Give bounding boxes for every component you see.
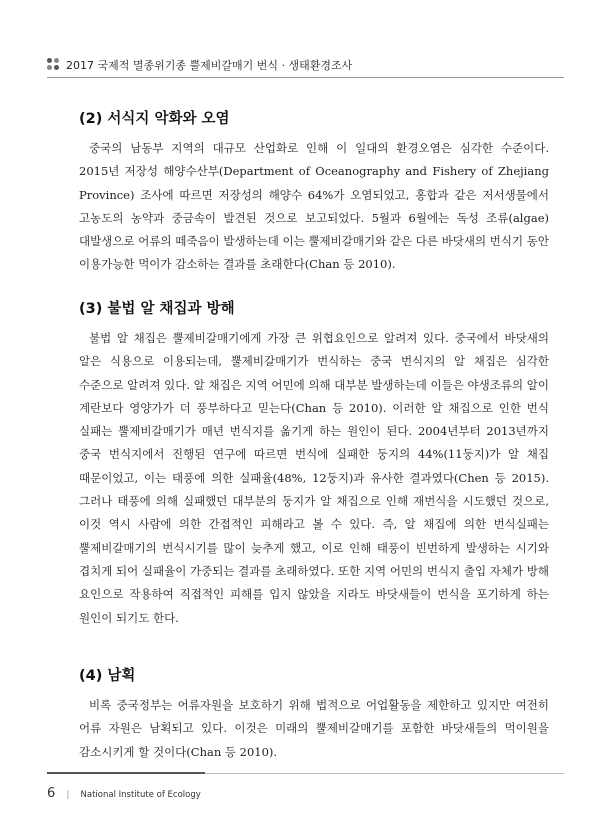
footer-institute: National Institute of Ecology (80, 790, 201, 800)
header-title: 2017 국제적 멸종위기종 뿔제비갈매기 번식 · 생태환경조사 (66, 59, 353, 72)
footer-divider (205, 773, 564, 774)
section-paragraph: 중국의 남동부 지역의 대규모 산업화로 인해 이 일대의 환경오염은 심각한 수준이다. 2015년 저장성 해양수산부(Department of Oceanography and Fishery of Zhejiang Province) 조사에 따르면 저장성의 해양수 64%가 오염되었고, 홍합과 같은 저서생물에서 고농도의 농약과 중금속이 발견된 것으로 보고되었다. 5월과 6월에는 독성 조류(algae) 대발생으로 어류의 떼죽음이 발생하는데 이는 뿔제비갈매기와 같은 다른 바닷새의 번식기 동안 이용가능한 먹이가 감소하는 결과를 초래한다(Chan 등 2010). (79, 141, 549, 272)
section-overfishing (79, 664, 549, 764)
running-header (0, 56, 613, 74)
section-paragraph: 비록 중국정부는 어류자원을 보호하기 위해 법적으로 어업활동을 제한하고 있지만 여전히 어류 자원은 남획되고 있다. 이것은 미래의 뿔제비갈매기를 포함한 바닷새들의 먹이원을 감소시키게 할 것이다(Chan 등 2010). (79, 698, 549, 759)
header-divider (47, 77, 564, 78)
footer-separator: | (66, 790, 70, 800)
section-heading: (2) 서식지 악화와 오염 (79, 111, 230, 127)
page-footer (47, 782, 201, 801)
section-paragraph: 불법 알 채집은 뿔제비갈매기에게 가장 큰 위협요인으로 알려져 있다. 중국에서 바닷새의 알은 식용으로 이용되는데, 뿔제비갈매기가 번식하는 중국 번식지의 알 채집은 심각한 수준으로 알려져 있다. 알 채집은 지역 어민에 의해 대부분 발생하는데 이들은 야생조류의 알이 계란보다 영양가가 더 풍부하다고 믿는다(Chan 등 2010). 이러한 알 채집으로 인한 번식 실패는 뿔제비갈매기가 매년 번식지를 옮기게 하는 원인이 된다. 2004년부터 2013년까지 중국 번식지에서 진행된 연구에 따르면 번식에 실패한 둥지의 44%(11둥지)가 알 채집 때문이었고, 이는 태풍에 의한 실패율(48%, 12둥지)과 유사한 결과였다(Chen 등 2015). 그러나 태풍에 의해 실패했던 대부분의 둥지가 알 채집으로 인해 재번식을 시도했던 것으로, 이것 역시 사람에 의한 간접적인 피해라고 볼 수 있다. 즉, 알 채집에 의한 번식실패는 뿔제비갈매기의 번식시기를 많이 늦추게 했고, 이로 인해 태풍이 빈번하게 발생하는 시기와 겹치게 되어 실패율이 가중되는 결과를 초래하였다. 또한 지역 어민의 번식지 출입 자체가 방해 요인으로 작용하여 직접적인 피해를 입지 않았을 지라도 바닷새들이 번식을 포기하게 하는 원인이 되기도 한다. (79, 331, 549, 625)
section-egg-collection (79, 297, 549, 630)
page-number: 6 (47, 786, 56, 801)
section-heading: (3) 불법 알 채집과 방해 (79, 301, 235, 317)
section-habitat-pollution (79, 107, 549, 277)
section-heading: (4) 남획 (79, 668, 136, 684)
footer-divider-accent (47, 772, 205, 774)
header-dots-icon (47, 58, 61, 70)
